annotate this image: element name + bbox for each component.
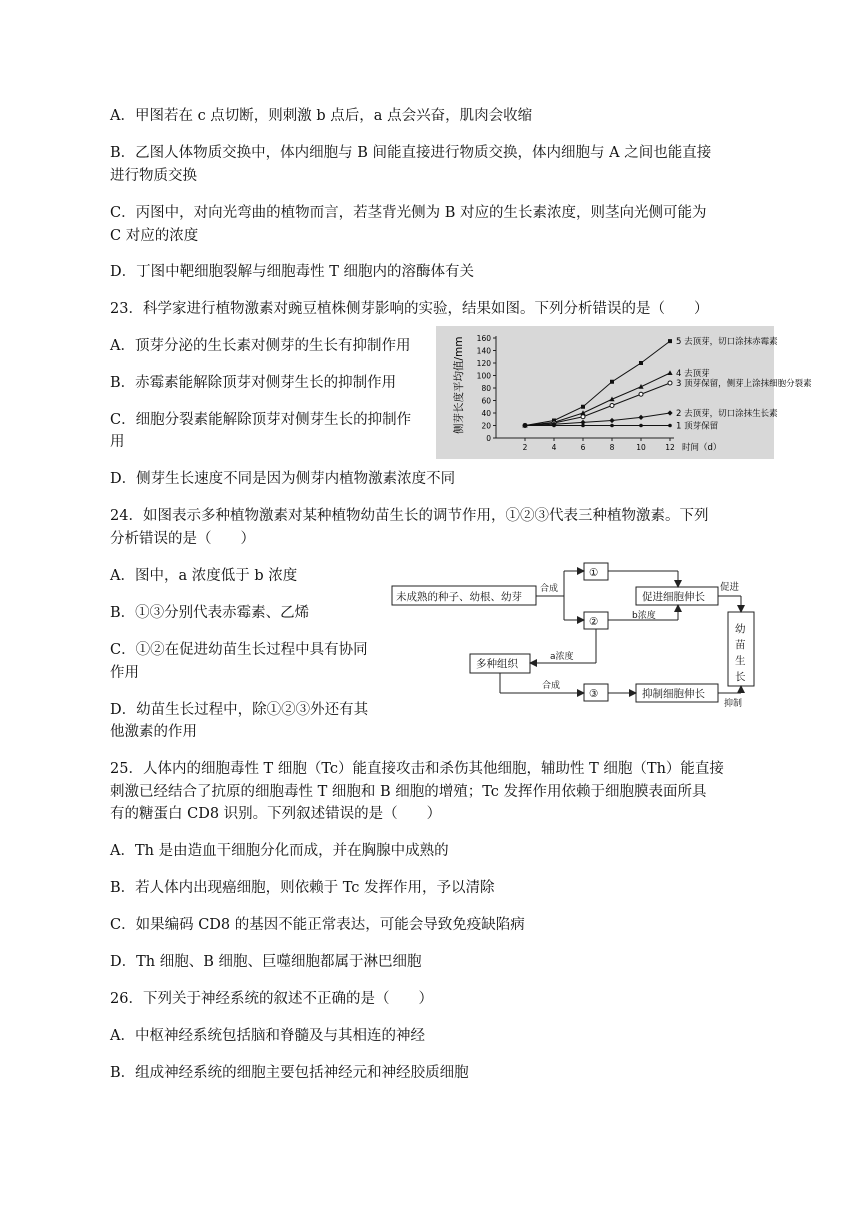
q22-option-c-line2: C 对应的浓度	[110, 228, 199, 244]
q25-option-a: A．Th 是由造血干细胞分化而成，并在胸腺中成熟的	[110, 843, 449, 859]
q23-option-a: A．顶芽分泌的生长素对侧芽的生长有抑制作用	[110, 338, 411, 354]
y-tick-label: 140	[476, 346, 491, 356]
q23-stem: 23．科学家进行植物激素对豌豆植株侧芽影响的实验，结果如图。下列分析错误的是（ ）	[110, 301, 709, 317]
promote-box-label: 促进细胞伸长	[642, 591, 705, 603]
series-label: 2 去顶芽，切口涂抹生长素	[676, 409, 778, 419]
x-axis-label: 时间（d）	[682, 443, 722, 453]
tissues-label: 多种组织	[476, 658, 518, 670]
a-concentration-label: a浓度	[550, 652, 574, 662]
q23-option-c-line1: C．细胞分裂素能解除顶芽对侧芽生长的抑制作	[110, 412, 412, 428]
q24-option-d-line1: D．幼苗生长过程中，除①②③外还有其	[110, 702, 369, 718]
data-point	[639, 392, 643, 396]
y-tick-label: 60	[481, 396, 491, 406]
y-tick-label: 80	[481, 384, 491, 393]
synth-label-1: 合成	[540, 584, 559, 594]
data-point	[610, 424, 614, 428]
inhibit-box-label: 抑制细胞伸长	[642, 688, 705, 700]
q22-option-d: D．丁图中靶细胞裂解与细胞毒性 T 细胞内的溶酶体有关	[110, 264, 475, 280]
x-tick-label: 8	[609, 443, 615, 452]
b-concentration-label: b浓度	[632, 611, 656, 621]
q23-chart	[436, 326, 812, 459]
data-point	[639, 361, 643, 365]
y-tick-label: 120	[476, 359, 491, 368]
series-label: 1 顶芽保留	[676, 421, 719, 432]
synth-label-2: 合成	[542, 681, 561, 691]
q26-option-b: B．组成神经系统的细胞主要包括神经元和神经胶质细胞	[110, 1065, 469, 1081]
data-point	[667, 370, 672, 375]
x-tick-label: 6	[580, 443, 586, 452]
promote-label: 促进	[720, 582, 740, 593]
series-label: 3 顶芽保留，侧芽上涂抹细胞分裂素	[676, 379, 812, 389]
q24-option-b: B．①③分别代表赤霉素、乙烯	[110, 605, 310, 621]
seedling-char-3: 生	[735, 655, 746, 667]
data-point	[523, 424, 527, 428]
hormone-1-label: ①	[589, 567, 599, 579]
q22-option-b-line2: 进行物质交换	[110, 168, 197, 184]
data-point	[668, 381, 672, 385]
series-line	[525, 373, 670, 426]
q25-option-c: C．如果编码 CD8 的基因不能正常表达，可能会导致免疫缺陷病	[110, 917, 525, 933]
line-chart-svg	[436, 326, 812, 459]
data-point	[639, 424, 643, 428]
q24-stem-line2: 分析错误的是（ ）	[110, 531, 255, 547]
x-tick-label: 10	[636, 443, 646, 452]
y-tick-label: 0	[486, 434, 491, 443]
q26-option-a: A．中枢神经系统包括脑和脊髓及与其相连的神经	[110, 1028, 425, 1044]
data-point	[638, 415, 643, 420]
data-point	[609, 418, 614, 423]
inhibit-label: 抑制	[724, 699, 743, 709]
q25-stem-line1: 25．人体内的细胞毒性 T 细胞（Tc）能直接攻击和杀伤其他细胞，辅助性 T 细胞（Th）能直接	[110, 761, 724, 777]
q25-option-b: B．若人体内出现癌细胞，则依赖于 Tc 发挥作用，予以清除	[110, 880, 495, 896]
y-tick-label: 100	[476, 371, 491, 381]
q24-stem-line1: 24．如图表示多种植物激素对某种植物幼苗生长的调节作用，①②③代表三种植物激素。下列	[110, 508, 709, 524]
x-tick-label: 12	[665, 443, 675, 452]
q25-stem-line3: 有的糖蛋白 CD8 识别。下列叙述错误的是（ ）	[110, 806, 442, 822]
series-label: 5 去顶芽，切口涂抹赤霉素	[676, 337, 778, 348]
q23-option-d: D．侧芽生长速度不同是因为侧芽内植物激素浓度不同	[110, 471, 456, 487]
q22-option-b-line1: B．乙图人体物质交换中，体内细胞与 B 间能直接进行物质交换，体内细胞与 A 之间也能直接	[110, 145, 712, 161]
q24-option-c-line1: C．①②在促进幼苗生长过程中具有协同	[110, 642, 368, 658]
y-tick-label: 40	[481, 409, 491, 418]
q22-option-a: A．甲图若在 c 点切断，则刺激 b 点后，a 点会兴奋，肌肉会收缩	[110, 108, 533, 124]
seedling-char-2: 苗	[735, 639, 746, 651]
q24-option-c-line2: 作用	[110, 665, 139, 681]
data-point	[581, 415, 585, 419]
y-tick-label: 20	[481, 421, 491, 431]
hormone-3-label: ③	[589, 688, 599, 700]
source-label: 未成熟的种子、幼根、幼芽	[396, 591, 522, 603]
hormone-diagram	[384, 556, 770, 712]
q23-option-b: B．赤霉素能解除顶芽对侧芽生长的抑制作用	[110, 375, 397, 391]
data-point	[581, 405, 585, 409]
q24-option-d-line2: 他激素的作用	[110, 724, 197, 740]
data-point	[668, 424, 672, 428]
y-axis-label: 侧芽长度平均值/mm	[453, 336, 465, 434]
data-point	[581, 424, 585, 428]
seedling-char-1: 幼	[735, 623, 746, 635]
hormone-diagram-svg	[384, 556, 770, 712]
q26-stem: 26．下列关于神经系统的叙述不正确的是（ ）	[110, 991, 433, 1007]
data-point	[667, 410, 672, 415]
x-tick-label: 4	[551, 443, 557, 452]
data-point	[610, 404, 614, 408]
data-point	[668, 339, 672, 343]
q25-stem-line2: 刺激已经结合了抗原的细胞毒性 T 细胞和 B 细胞的增殖；Tc 发挥作用依赖于细胞膜表面所具	[110, 784, 707, 800]
data-point	[552, 424, 556, 428]
q22-option-c-line1: C．丙图中，对向光弯曲的植物而言，若茎背光侧为 B 对应的生长素浓度，则茎向光侧可能为	[110, 205, 707, 221]
q25-option-d: D．Th 细胞、B 细胞、巨噬细胞都属于淋巴细胞	[110, 954, 422, 970]
series-line	[525, 383, 670, 426]
seedling-char-4: 长	[735, 671, 746, 683]
x-tick-label: 2	[522, 443, 528, 452]
y-tick-label: 160	[476, 334, 491, 343]
series-label: 4 去顶芽	[676, 369, 710, 379]
data-point	[610, 380, 614, 384]
hormone-2-label: ②	[589, 616, 599, 628]
q24-option-a: A．图中，a 浓度低于 b 浓度	[110, 568, 298, 584]
q23-option-c-line2: 用	[110, 434, 125, 450]
